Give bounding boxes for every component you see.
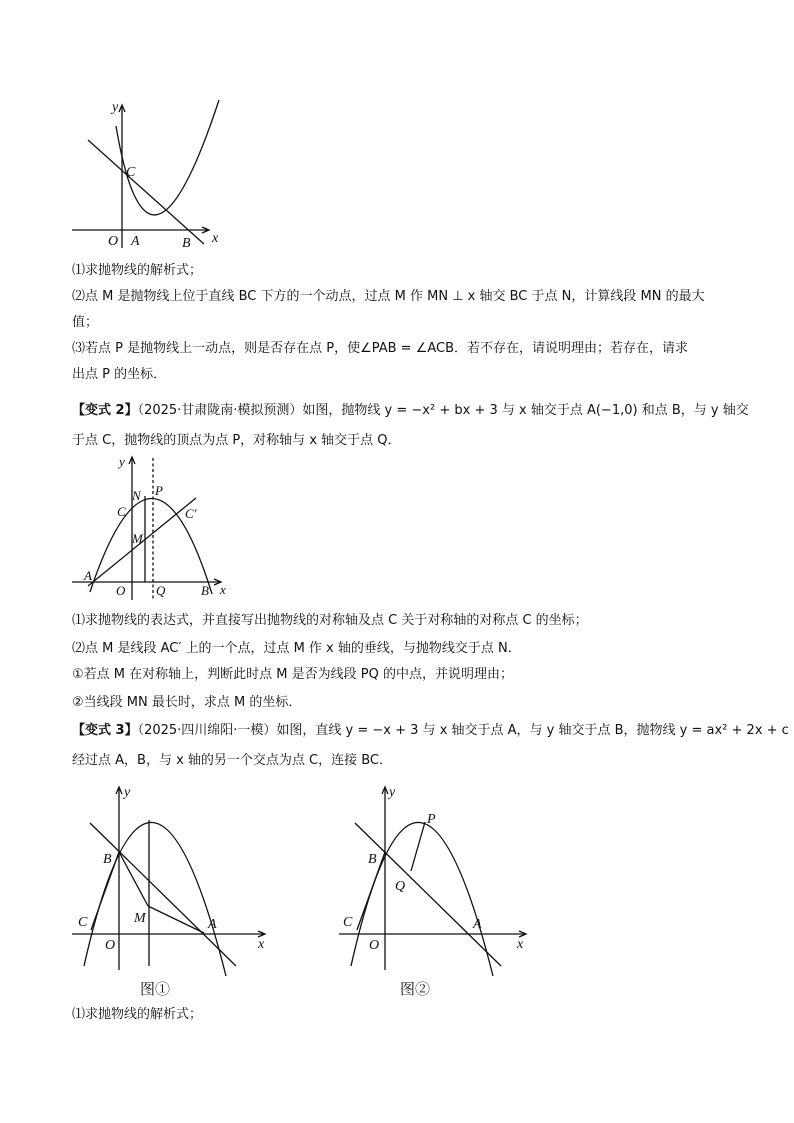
label-a: A (131, 234, 140, 249)
variant3-tag: 【变式 3】 (72, 723, 138, 738)
segment-bm (119, 852, 148, 906)
label-x: x (517, 937, 524, 952)
problem1-q2-line1: ⑵点 M 是抛物线上位于直线 BC 下方的一个动点，过点 M 作 MN ⊥ x 轴交 BC 于点 N，计算线段 MN 的最大 (72, 289, 705, 304)
line-bc (88, 140, 204, 244)
label-b: B (182, 236, 191, 251)
label-c-prime: C′ (185, 506, 197, 521)
caption-fig2: 图② (400, 982, 431, 998)
label-c: C (78, 915, 88, 930)
variant2-q2a: ①若点 M 在对称轴上，判断此时点 M 是否为线段 PQ 的中点，并说明理由； (72, 667, 513, 682)
figure-parabola-line-1 (68, 96, 238, 252)
figure-variant3-2 (335, 780, 535, 976)
label-o: O (369, 938, 380, 953)
variant2-line2: 于点 C，抛物线的顶点为点 P，对称轴与 x 轴交于点 Q． (72, 433, 401, 448)
variant3-line1 (72, 722, 789, 740)
label-x: x (212, 231, 219, 246)
label-b: B (201, 583, 209, 598)
label-q: Q (395, 879, 406, 894)
label-o: O (108, 234, 119, 249)
variant2-q2b: ②当线段 MN 最长时，求点 M 的坐标． (72, 695, 302, 710)
label-y: y (119, 454, 125, 469)
problem1-q1: ⑴求抛物线的解析式； (72, 263, 203, 278)
label-q: Q (156, 583, 166, 598)
variant2-text1: （2025·甘肃陇南·模拟预测）如图，抛物线 y = −x² + bx + 3 与 x 轴交于点 A(−1,0) 和点 B，与 y 轴交 (137, 403, 749, 418)
variant2-q1: ⑴求抛物线的表达式，并直接写出抛物线的对称轴及点 C 关于对称轴的对称点 C 的坐标； (72, 613, 588, 628)
label-b: B (103, 852, 112, 867)
variant3-text1: （2025·四川绵阳·一模）如图，直线 y = −x + 3 与 x 轴交于点 A，与 y 轴交于点 B，抛物线 y = ax² + 2x + c (137, 723, 789, 738)
label-x: x (258, 937, 265, 952)
problem1-q3-line1: ⑶若点 P 是抛物线上一动点，则是否存在点 P，使∠PAB = ∠ACB．若不存在，请说明理由；若存在，请求 (72, 341, 689, 356)
label-n: N (132, 488, 141, 503)
label-c: C (343, 915, 353, 930)
label-o: O (116, 583, 126, 598)
label-o: O (105, 938, 116, 953)
label-y: y (112, 100, 119, 115)
figure-variant2 (70, 454, 240, 604)
label-a: A (84, 568, 92, 583)
figure-variant3-1 (68, 780, 278, 976)
parabola (116, 100, 219, 215)
label-a: A (208, 917, 217, 932)
segment-pq (411, 822, 425, 871)
label-m: M (132, 531, 143, 546)
label-c: C (126, 165, 136, 180)
caption-fig1: 图① (140, 982, 171, 998)
label-m: M (134, 911, 146, 926)
variant3-q1: ⑴求抛物线的解析式； (72, 1007, 203, 1022)
variant2-q2: ⑵点 M 是线段 AC′ 上的一个点，过点 M 作 x 轴的垂线，与抛物线交于点 N． (72, 641, 521, 656)
label-b: B (368, 852, 377, 867)
label-y: y (124, 785, 131, 800)
problem1-q2-line2: 值； (72, 315, 99, 330)
label-a: A (473, 917, 482, 932)
label-p: P (155, 483, 163, 498)
label-c: C (117, 504, 126, 519)
segment-ma (148, 906, 204, 933)
variant2-tag: 【变式 2】 (72, 403, 138, 418)
label-p: P (427, 812, 436, 827)
variant3-line2: 经过点 A，B，与 x 轴的另一个交点为点 C，连接 BC． (72, 753, 393, 768)
problem1-q3-line2: 出点 P 的坐标． (72, 367, 167, 382)
label-y: y (389, 785, 396, 800)
variant2-line1 (72, 402, 749, 420)
label-x: x (220, 582, 226, 597)
